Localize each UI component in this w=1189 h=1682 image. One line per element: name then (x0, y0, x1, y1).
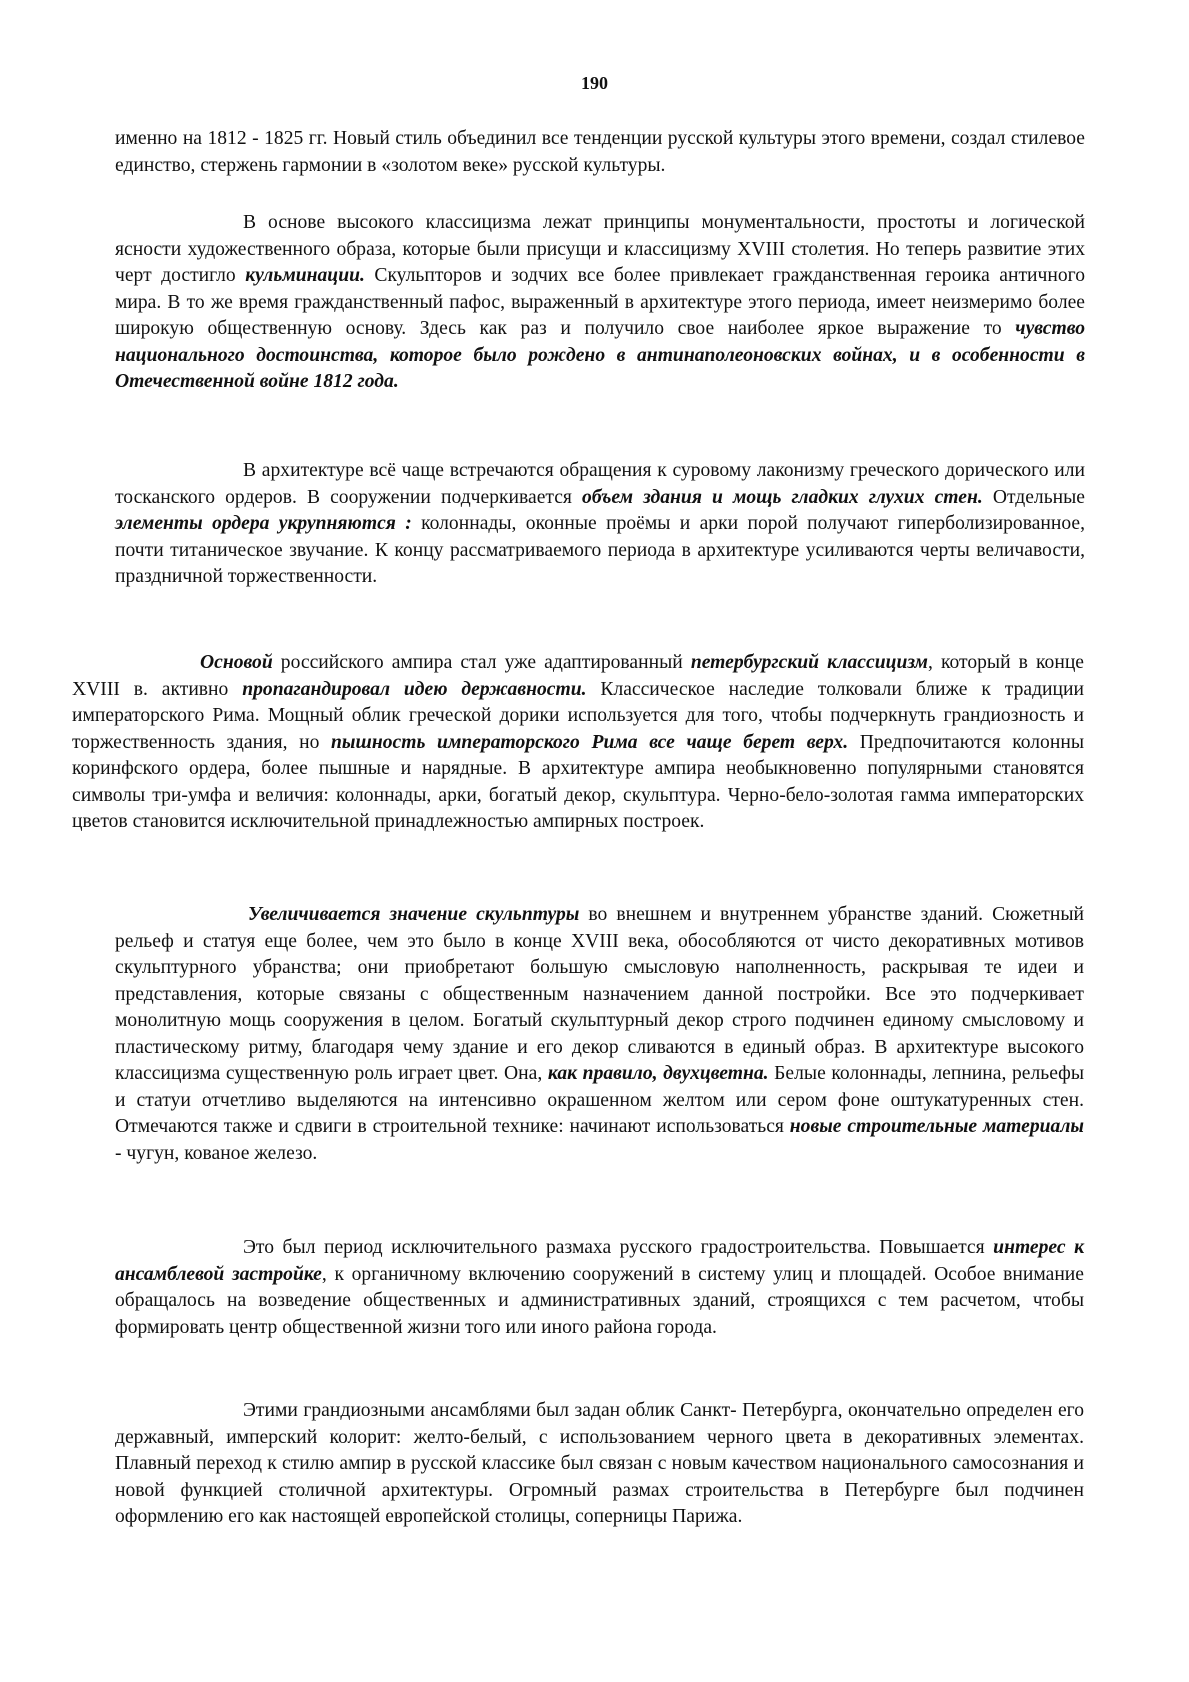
paragraph-text: Скульпторов и зодчих все более привлекает гражданственная героика античного мира. В то же время гражданственный пафос, выраженный в архитектуре этого периода, имеет неизмеримо более широкую общественную основу. Здесь как раз и получило свое наиболее яркое выражение то (115, 265, 1085, 339)
paragraph-text: российского ампира стал уже адаптированный (272, 652, 691, 673)
emphasis-text: Основой (200, 652, 273, 673)
paragraph-text: В основе высокого классицизма лежат принципы монументальности, простоты и логической ясности художественного образа, которые были присущи и классицизму XVIII столетия. Но теперь развитие этих черт достигло (115, 212, 1085, 286)
emphasis-text: петербургский классицизм (690, 652, 928, 673)
paragraph-text: Это был период исключительного размаха русского градостроительства. Повышается (243, 1237, 994, 1258)
emphasis-text: как правило, двухцветна. (547, 1063, 769, 1084)
paragraph-text: Классическое наследие толковали ближе к традиции императорского Рима. Мощный облик греческой дорики используется для того, чтобы подчеркнуть грандиозность и торжественность здания, но (72, 678, 1084, 753)
paragraph-text: Отдельные (982, 486, 1085, 508)
emphasis-text: новые строительные материалы (789, 1116, 1085, 1137)
paragraph-3 (115, 458, 1085, 591)
paragraph-text: Предпочитаются колонны коринфского ордера, более пышные и нарядные. В архитектуре ампира необыкновенно популярными становятся символы три-умфа и величия: колоннады, арки, богатый декор, скульптура. Черно-бело-золотая гамма императорских цветов становится исключительной принадлежностью ампирных построек. (72, 731, 1084, 832)
emphasis-text: элементы ордера укрупняются : (115, 513, 412, 534)
paragraph-text: колоннады, оконные проёмы и арки порой получают гиперболизированное, почти титаническое звучание. К концу рассматриваемого периода в архитектуре усиливаются черты величавости, праздничной торжественности. (115, 513, 1085, 587)
paragraph-7 (115, 1398, 1084, 1531)
paragraph-text: , к органичному включению сооружений в систему улиц и площадей. Особое внимание обращалось на возведение общественных и административных зданий, строящихся с тем расчетом, чтобы формировать центр общественной жизни того или иного района города. (115, 1263, 1084, 1338)
paragraph-text: , который в конце XVIII в. активно (72, 652, 1084, 700)
paragraph-6 (115, 1235, 1084, 1341)
paragraph-text: во внешнем и внутреннем убранстве зданий. Сюжетный рельеф и статуя еще более, чем это было в конце XVIII века, обособляются от чисто декоративных мотивов скульптурного убранства; они приобретают большую смысловую наполненность, раскрывая те идеи и представления, которые связаны с общественным назначением данной постройки. Все это подчеркивает монолитную мощь сооружения в целом. Богатый скульптурный декор строго подчинен единому смысловому и пластическому ритму, благодаря чему здание и его декор сливаются в единый образ. В архитектуре высокого классицизма существенную роль играет цвет. Она, (115, 904, 1084, 1084)
emphasis-text: Увеличивается значение скульптуры (248, 904, 580, 925)
emphasis-text: пышность императорского Рима все чаще берет верх. (331, 731, 849, 753)
paragraph-4 (72, 650, 1084, 836)
paragraph-1 (115, 126, 1085, 179)
emphasis-text: пропагандировал идею державности. (242, 678, 587, 700)
paragraph-text: - чугун, кованое железо. (115, 1142, 318, 1164)
emphasis-text: объем здания и мощь гладких глухих стен. (582, 486, 983, 508)
emphasis-text: интерес к ансамблевой застройке (115, 1237, 1085, 1285)
paragraph-2 (115, 210, 1085, 396)
emphasis-text: кульминации. (245, 265, 365, 286)
page-number: 190 (581, 73, 608, 93)
emphasis-text: чувство национального достоинства, которое было рождено в антинаполеоновских войнах, и в особенности в Отечественной войне 1812 года. (115, 318, 1085, 392)
paragraph-5 (115, 902, 1084, 1167)
paragraph-text: Этими грандиозными ансамблями был задан облик Санкт- Петербурга, окончательно определен его державный, имперский колорит: желто-белый, с использованием черного цвета в декоративных элементах. Плавный переход к стилю ампир в русской классике был связан с новым качеством национального самосознания и новой функцией столичной архитектуры. Огромный размах строительства в Петербурге был подчинен оформлению его как настоящей европейской столицы, соперницы Парижа. (115, 1400, 1084, 1527)
paragraph-text: именно на 1812 - 1825 гг. Новый стиль объединил все тенденции русской культуры этого времени, создал стилевое единство, стержень гармонии в «золотом веке» русской культуры. (115, 128, 1085, 176)
paragraph-text: Белые колоннады, лепнина, рельефы и статуи отчетливо выделяются на интенсивно окрашенном желтом или сером фоне оштукатуренных стен. Отмечаются также и сдвиги в строительной технике: начинают использоваться (115, 1063, 1084, 1137)
paragraph-text: В архитектуре всё чаще встречаются обращения к суровому лаконизму греческого дорического или тосканского ордеров. В сооружении подчеркивается (115, 460, 1085, 508)
